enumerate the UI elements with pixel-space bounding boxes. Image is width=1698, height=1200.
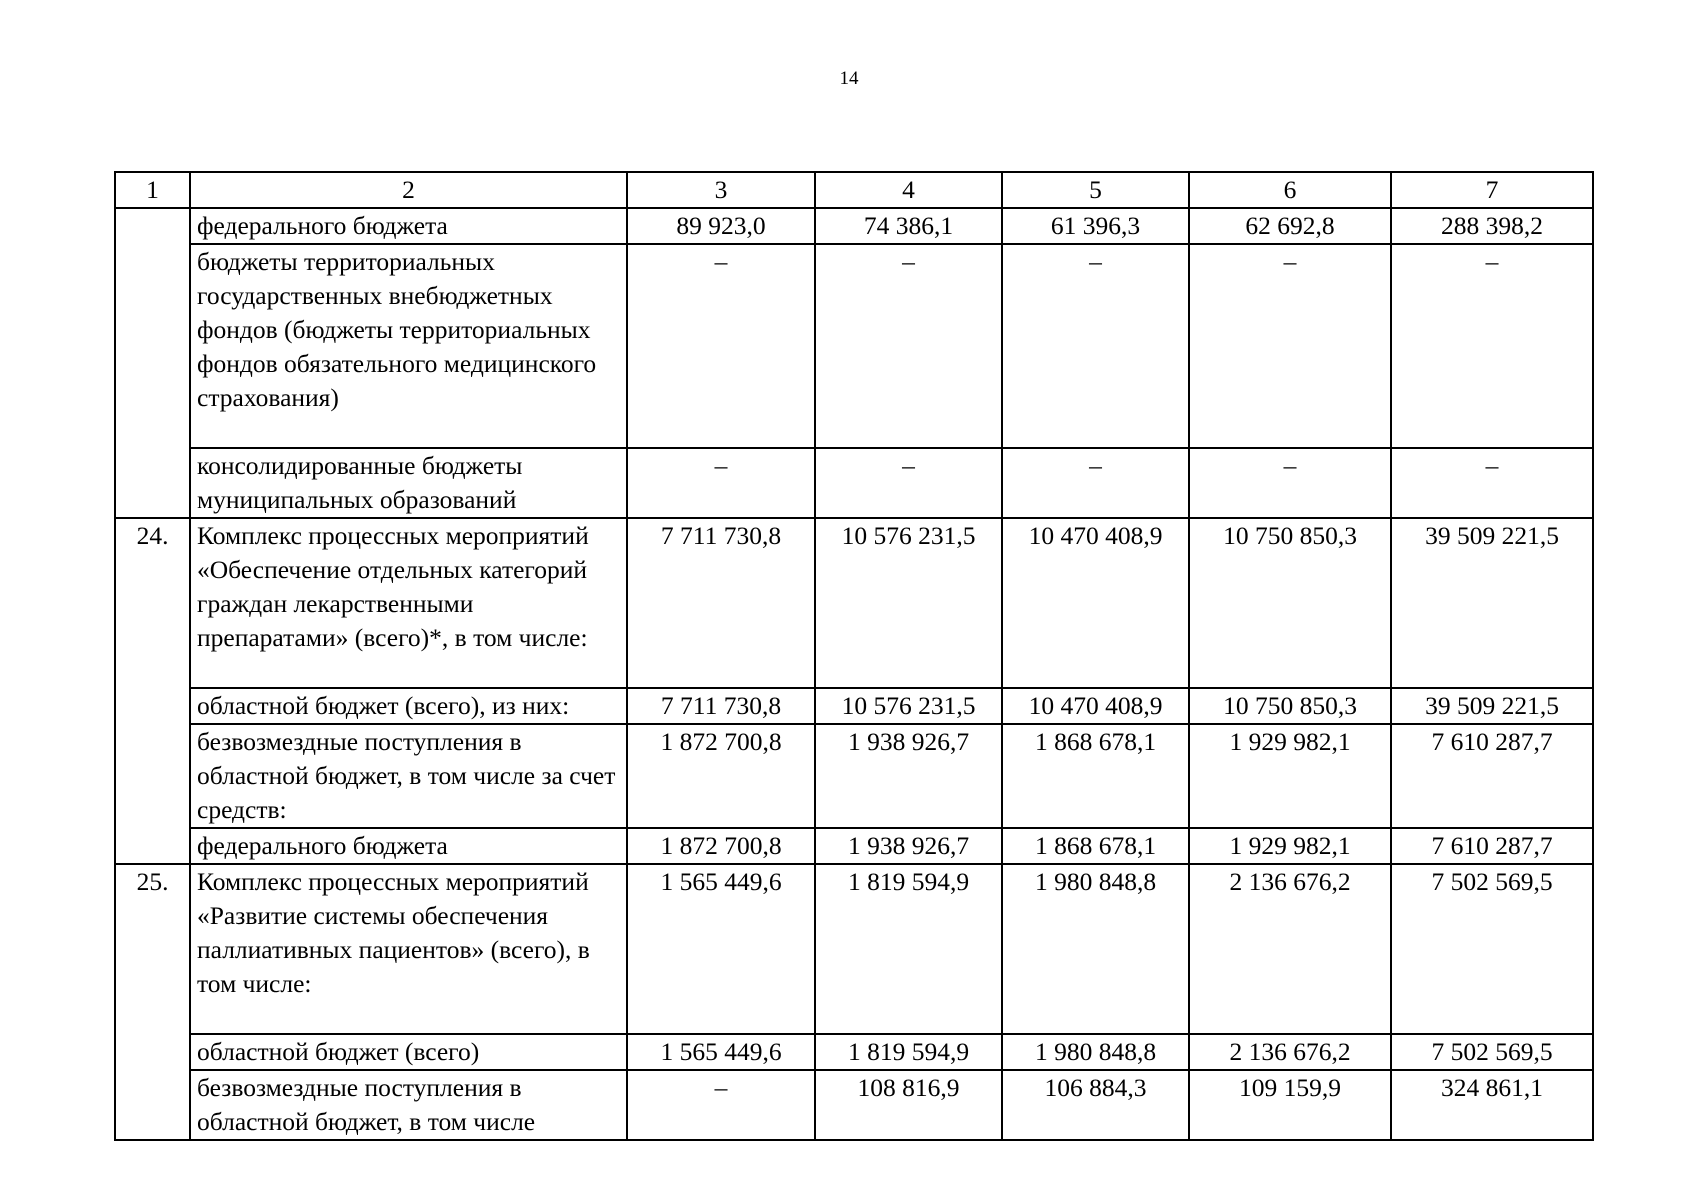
table-row (115, 1034, 1593, 1070)
row-number: 25. (115, 864, 190, 1140)
cell-value: – (1189, 244, 1391, 448)
row-label: федерального бюджета (190, 828, 627, 864)
cell-value: – (1002, 244, 1189, 448)
row-label: бюджеты территориальных государственных внебюджетных фондов (бюджеты территориальных фондов обязательного медицинского страхования) (190, 244, 627, 448)
cell-value: 1 868 678,1 (1002, 724, 1189, 828)
cell-value: 39 509 221,5 (1391, 518, 1593, 688)
cell-value: 10 470 408,9 (1002, 518, 1189, 688)
cell-value: 7 502 569,5 (1391, 1034, 1593, 1070)
row-label: консолидированные бюджеты муниципальных образований (190, 448, 627, 518)
cell-value: 10 576 231,5 (815, 688, 1002, 724)
column-header: 5 (1002, 172, 1189, 208)
cell-value: 1 868 678,1 (1002, 828, 1189, 864)
cell-value: 10 750 850,3 (1189, 688, 1391, 724)
cell-value: 1 980 848,8 (1002, 864, 1189, 1034)
cell-value: 1 819 594,9 (815, 1034, 1002, 1070)
cell-value: – (1391, 244, 1593, 448)
cell-value: 61 396,3 (1002, 208, 1189, 244)
cell-value: 108 816,9 (815, 1070, 1002, 1140)
cell-value: 10 750 850,3 (1189, 518, 1391, 688)
header-row (115, 172, 1593, 208)
table-row (115, 864, 1593, 1034)
cell-value: 1 565 449,6 (627, 864, 815, 1034)
cell-value: 2 136 676,2 (1189, 1034, 1391, 1070)
column-header: 6 (1189, 172, 1391, 208)
cell-value: 109 159,9 (1189, 1070, 1391, 1140)
cell-value: 7 610 287,7 (1391, 724, 1593, 828)
cell-value: 10 576 231,5 (815, 518, 1002, 688)
cell-value: – (627, 244, 815, 448)
row-label: безвозмездные поступления в областной бюджет, в том числе за счет средств: (190, 724, 627, 828)
cell-value: 1 980 848,8 (1002, 1034, 1189, 1070)
table-row (115, 448, 1593, 518)
table-row (115, 688, 1593, 724)
row-label: областной бюджет (всего), из них: (190, 688, 627, 724)
cell-value: – (1002, 448, 1189, 518)
cell-value: 74 386,1 (815, 208, 1002, 244)
cell-value: 7 711 730,8 (627, 518, 815, 688)
budget-table (114, 171, 1594, 1141)
cell-value: 10 470 408,9 (1002, 688, 1189, 724)
column-header: 4 (815, 172, 1002, 208)
table-row (115, 828, 1593, 864)
column-header: 1 (115, 172, 190, 208)
row-label: безвозмездные поступления в областной бюджет, в том числе (190, 1070, 627, 1140)
cell-value: 1 929 982,1 (1189, 724, 1391, 828)
cell-value: 7 610 287,7 (1391, 828, 1593, 864)
cell-value: – (627, 448, 815, 518)
cell-value: 1 929 982,1 (1189, 828, 1391, 864)
row-number (115, 208, 190, 518)
cell-value: 7 711 730,8 (627, 688, 815, 724)
page-number: 14 (839, 68, 859, 89)
cell-value: 106 884,3 (1002, 1070, 1189, 1140)
column-header: 3 (627, 172, 815, 208)
cell-value: 2 136 676,2 (1189, 864, 1391, 1034)
cell-value: 1 938 926,7 (815, 828, 1002, 864)
cell-value: 1 819 594,9 (815, 864, 1002, 1034)
cell-value: 288 398,2 (1391, 208, 1593, 244)
cell-value: 1 872 700,8 (627, 724, 815, 828)
cell-value: – (815, 244, 1002, 448)
cell-value: 324 861,1 (1391, 1070, 1593, 1140)
cell-value: 1 938 926,7 (815, 724, 1002, 828)
row-label: Комплекс процессных мероприятий «Развитие системы обеспечения паллиативных пациентов» (всего), в том числе: (190, 864, 627, 1034)
row-number: 24. (115, 518, 190, 864)
cell-value: 7 502 569,5 (1391, 864, 1593, 1034)
cell-value: – (815, 448, 1002, 518)
row-label: федерального бюджета (190, 208, 627, 244)
cell-value: – (1391, 448, 1593, 518)
cell-value: 1 872 700,8 (627, 828, 815, 864)
table-row (115, 724, 1593, 828)
cell-value: – (627, 1070, 815, 1140)
row-label: Комплекс процессных мероприятий «Обеспечение отдельных категорий граждан лекарственными препаратами» (всего)*, в том числе: (190, 518, 627, 688)
column-header: 7 (1391, 172, 1593, 208)
row-label: областной бюджет (всего) (190, 1034, 627, 1070)
cell-value: 1 565 449,6 (627, 1034, 815, 1070)
table-row (115, 244, 1593, 448)
cell-value: – (1189, 448, 1391, 518)
cell-value: 62 692,8 (1189, 208, 1391, 244)
cell-value: 39 509 221,5 (1391, 688, 1593, 724)
table-row (115, 208, 1593, 244)
table-row (115, 1070, 1593, 1140)
table-row (115, 518, 1593, 688)
cell-value: 89 923,0 (627, 208, 815, 244)
column-header: 2 (190, 172, 627, 208)
